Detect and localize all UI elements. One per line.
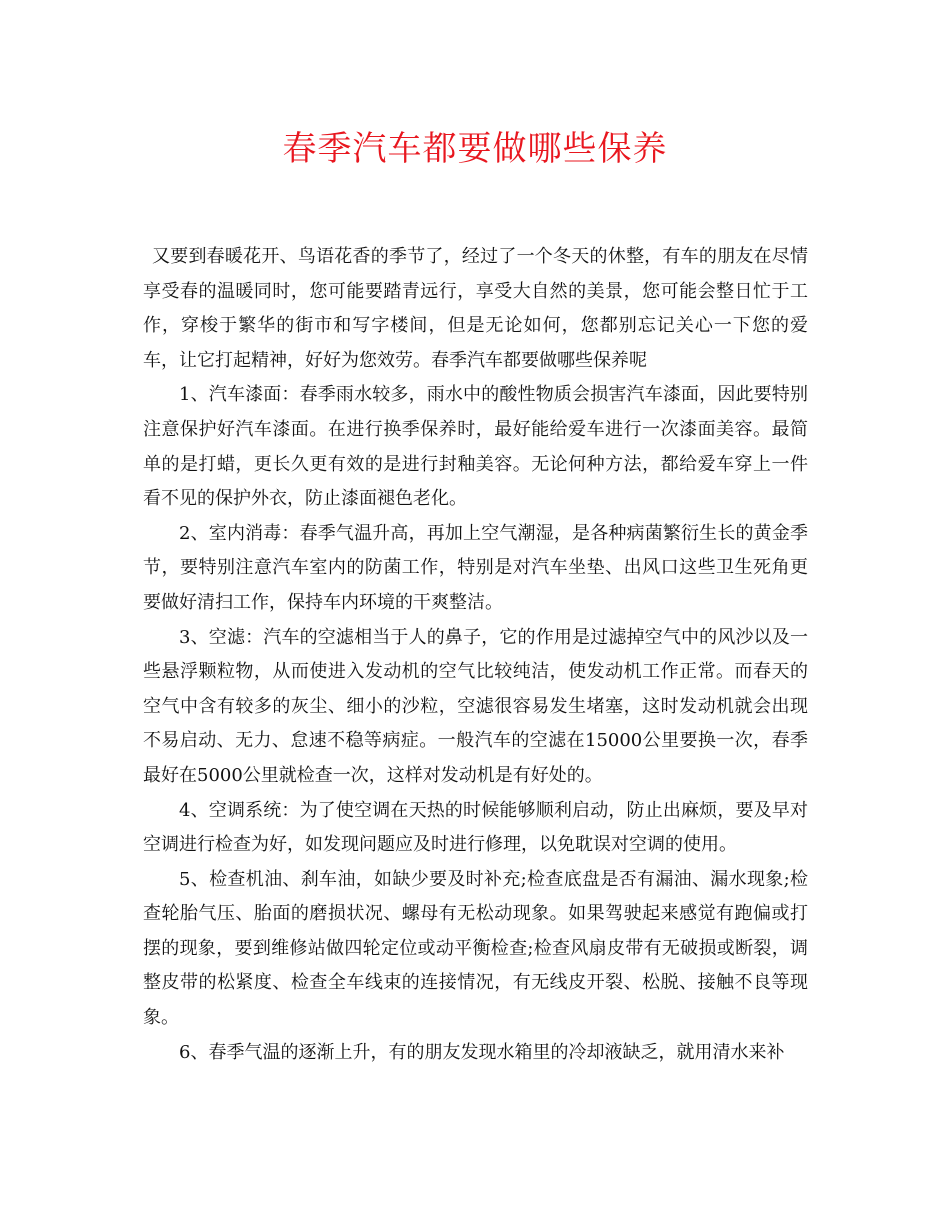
paragraph-fluids-check: 5、检查机油、刹车油，如缺少要及时补充;检查底盘是否有漏油、漏水现象;检查轮胎气压、胎面的磨损状况、螺母有无松动现象。如果驾驶起来感觉有跑偏或打摆的现象，要到维修站做四轮定位或动平衡检查;检查风扇皮带有无破损或断裂，调整皮带的松紧度、检查全车线束的连接情况，有无线皮开裂、松脱、接触不良等现象。 [143,868,808,1029]
document-title: 春季汽车都要做哪些保养 [282,129,668,169]
intro-paragraph: 又要到春暖花开、鸟语花香的季节了，经过了一个冬天的休整，有车的朋友在尽情享受春的温暖同时，您可能要踏青远行，享受大自然的美景，您可能会整日忙于工作，穿梭于繁华的街市和写字楼间，但是无论如何，您都别忘记关心一下您的爱车，让它打起精神，好好为您效劳。春季汽车都要做哪些保养呢 [143,246,808,371]
paragraph-disinfection: 2、室内消毒：春季气温升高，再加上空气潮湿，是各种病菌繁衍生长的黄金季节，要特别注意汽车室内的防菌工作，特别是对汽车坐垫、出风口这些卫生死角更要做好清扫工作，保持车内环境的干爽整洁。 [143,522,808,613]
paragraph-air-filter: 3、空滤：汽车的空滤相当于人的鼻子，它的作用是过滤掉空气中的风沙以及一些悬浮颗粒物，从而使进入发动机的空气比较纯洁，使发动机工作正常。而春天的空气中含有较多的灰尘、细小的沙粒，空滤很容易发生堵塞，这时发动机就会出现不易启动、无力、怠速不稳等病症。一般汽车的空滤在15000公里要换一次，春季最好在5000公里就检查一次，这样对发动机是有好处的。 [143,626,808,786]
paragraph-coolant: 6、春季气温的逐渐上升，有的朋友发现水箱里的冷却液缺乏，就用清水来补 [179,1041,785,1063]
paragraph-paint: 1、汽车漆面：春季雨水较多，雨水中的酸性物质会损害汽车漆面，因此要特别注意保护好汽车漆面。在进行换季保养时，最好能给爱车进行一次漆面美容。最简单的是打蜡，更长久更有效的是进行封釉美容。无论何种方法，都给爱车穿上一件看不见的保护外衣，防止漆面褪色老化。 [143,384,808,510]
document-body [143,240,808,1070]
paragraph-air-conditioning: 4、空调系统：为了使空调在天热的时候能够顺利启动，防止出麻烦，要及早对空调进行检查为好，如发现问题应及时进行修理，以免耽误对空调的使用。 [143,799,808,856]
